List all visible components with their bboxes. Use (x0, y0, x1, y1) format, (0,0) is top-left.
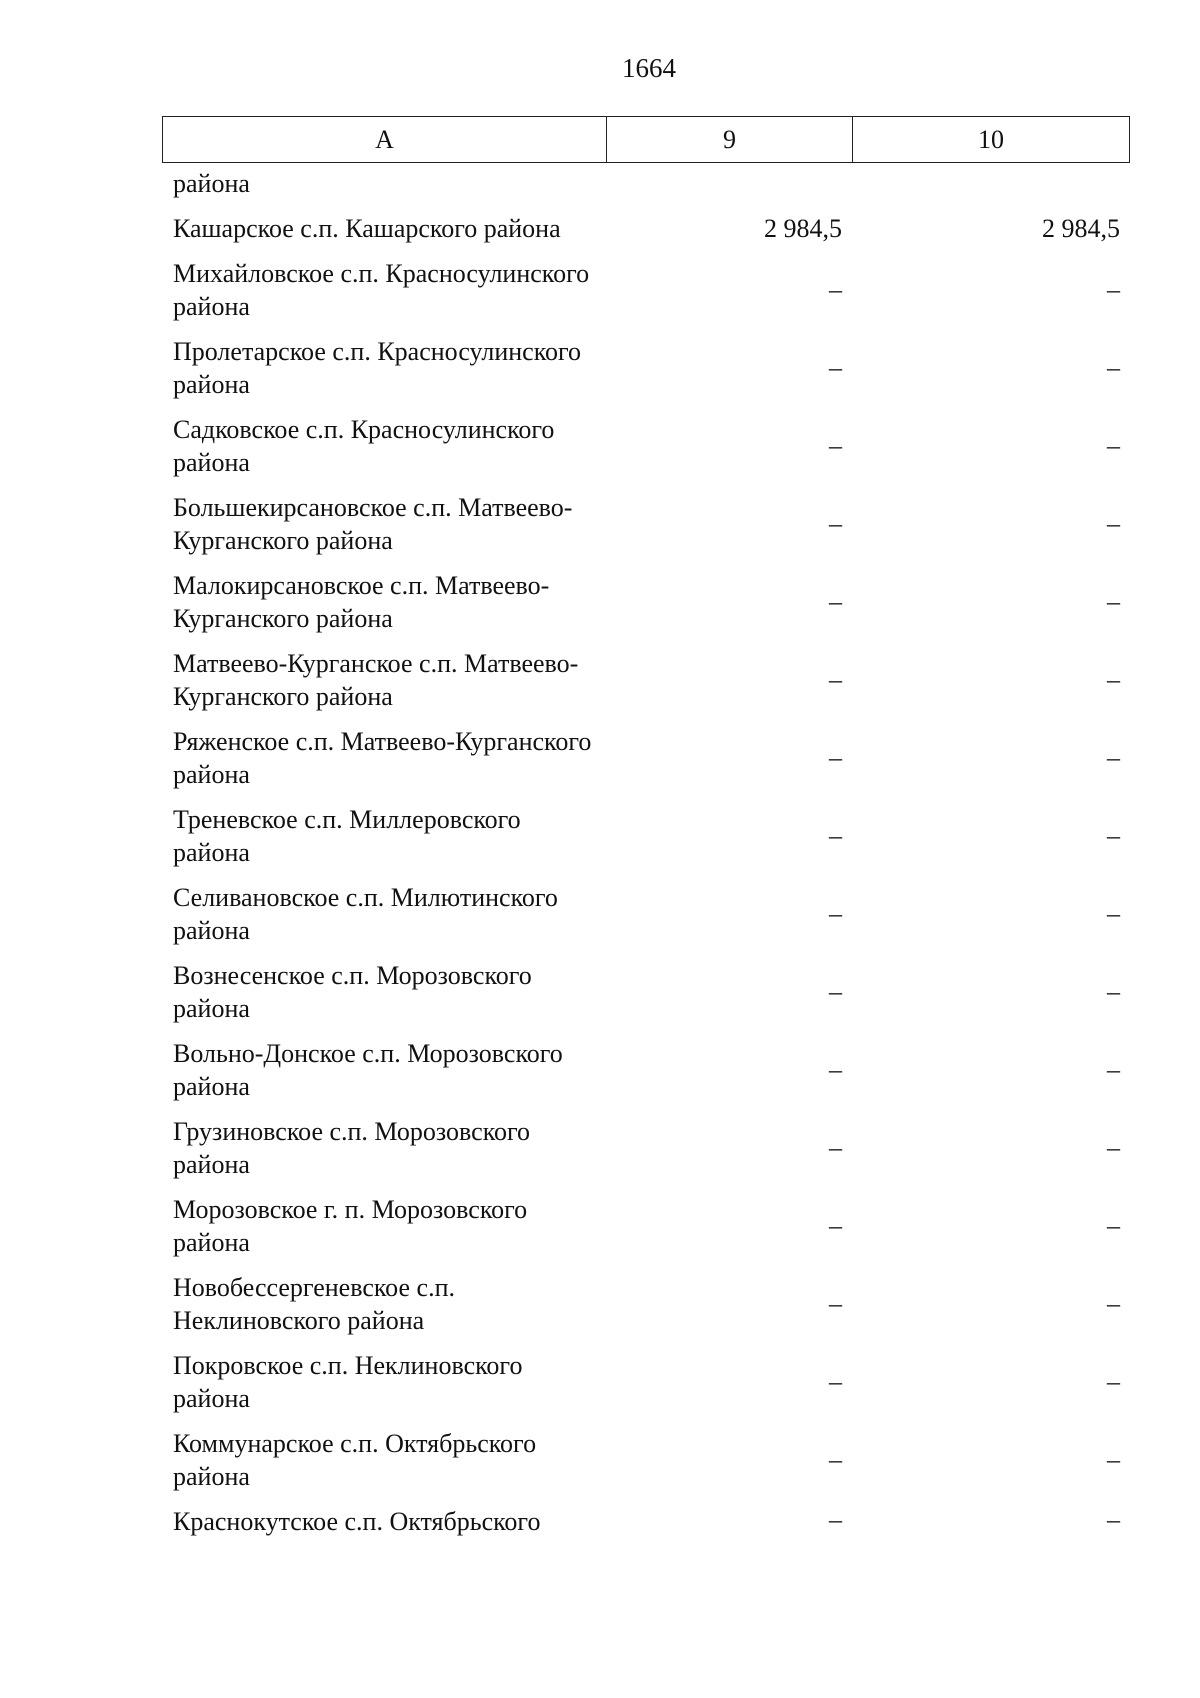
row-value-col-9: – (829, 743, 842, 772)
table-row (162, 1187, 1130, 1265)
row-name: Морозовское г. п. Морозовского района (173, 1195, 528, 1257)
row-name: Грузиновское с.п. Морозовского района (173, 1117, 531, 1179)
table-row (162, 1499, 1130, 1544)
row-value-col-10: – (1107, 1133, 1120, 1162)
row-name: Пролетарское с.п. Красносулинского района (173, 337, 582, 399)
row-name: Михайловское с.п. Красносулинского района (173, 259, 590, 321)
row-name: Ряженское с.п. Матвеево-Курганского района (173, 727, 592, 789)
row-name: Большекирсановское с.п. Матвеево-Курганского района (173, 493, 573, 555)
row-value-col-9: – (829, 665, 842, 694)
row-value-col-9: – (829, 509, 842, 538)
row-value-col-9: – (829, 1367, 842, 1396)
table-row (162, 719, 1130, 797)
table-row (162, 1109, 1130, 1187)
row-value-col-9: – (829, 1133, 842, 1162)
row-value-col-9: – (829, 1505, 842, 1534)
table-row (162, 1265, 1130, 1343)
row-value-col-9: – (829, 275, 842, 304)
row-name: района (173, 169, 250, 198)
row-value-col-10: – (1107, 275, 1120, 304)
row-value-col-10: – (1107, 743, 1120, 772)
row-name: Покровское с.п. Неклиновского района (173, 1351, 523, 1413)
row-value-col-10: 2 984,5 (1042, 213, 1120, 243)
table-header (162, 116, 1130, 163)
row-value-col-10: – (1107, 1211, 1120, 1240)
table-row (162, 1421, 1130, 1499)
row-name: Садковское с.п. Красносулинского района (173, 415, 555, 477)
row-value-col-10: – (1107, 1055, 1120, 1084)
row-name: Краснокутское с.п. Октябрьского (173, 1507, 541, 1536)
row-name: Вознесенское с.п. Морозовского района (173, 961, 532, 1023)
row-value-col-9: – (829, 353, 842, 382)
table-row (162, 1343, 1130, 1421)
row-name: Треневское с.п. Миллеровского района (173, 805, 521, 867)
row-name: Матвеево-Курганское с.п. Матвеево-Курганского района (173, 649, 579, 711)
row-value-col-9: – (829, 431, 842, 460)
row-value-col-9: – (829, 899, 842, 928)
row-value-col-10: – (1107, 1505, 1120, 1534)
row-value-col-10: – (1107, 665, 1120, 694)
table-row (162, 953, 1130, 1031)
row-name: Селивановское с.п. Милютинского района (173, 883, 558, 945)
table-row (162, 485, 1130, 563)
table-row (162, 407, 1130, 485)
row-value-col-10: – (1107, 509, 1120, 538)
header-column-9: 9 (607, 117, 853, 162)
row-name: Малокирсановское с.п. Матвеево-Курганского района (173, 571, 550, 633)
table-row (162, 1031, 1130, 1109)
table-body (162, 163, 1130, 1544)
table-row (162, 641, 1130, 719)
row-name: Коммунарское с.п. Октябрьского района (173, 1429, 537, 1491)
table-row (162, 797, 1130, 875)
row-value-col-10: – (1107, 431, 1120, 460)
row-value-col-10: – (1107, 977, 1120, 1006)
row-value-col-9: 2 984,5 (764, 213, 842, 243)
row-value-col-10: – (1107, 1367, 1120, 1396)
table-row (162, 329, 1130, 407)
row-value-col-9: – (829, 1211, 842, 1240)
row-value-col-9: – (829, 1289, 842, 1318)
row-value-col-10: – (1107, 1289, 1120, 1318)
row-value-col-9: – (829, 821, 842, 850)
row-value-col-9: – (829, 977, 842, 1006)
row-value-col-10: – (1107, 1445, 1120, 1474)
row-value-col-10: – (1107, 353, 1120, 382)
row-name: Новобессергеневское с.п. Неклиновского района (173, 1273, 455, 1335)
table-row (162, 206, 1130, 251)
row-name: Вольно-Донское с.п. Морозовского района (173, 1039, 563, 1101)
table-row (162, 563, 1130, 641)
table-row (162, 251, 1130, 329)
header-column-a: А (163, 117, 607, 162)
row-value-col-9: – (829, 587, 842, 616)
table-row-continuation (162, 163, 1130, 206)
row-value-col-9: – (829, 1055, 842, 1084)
row-value-col-9: – (829, 1445, 842, 1474)
row-value-col-10: – (1107, 587, 1120, 616)
header-column-10: 10 (978, 124, 1004, 154)
page-number: 1664 (622, 53, 676, 83)
table-row (162, 875, 1130, 953)
row-name: Кашарское с.п. Кашарского района (173, 214, 561, 243)
row-value-col-10: – (1107, 821, 1120, 850)
row-value-col-10: – (1107, 899, 1120, 928)
